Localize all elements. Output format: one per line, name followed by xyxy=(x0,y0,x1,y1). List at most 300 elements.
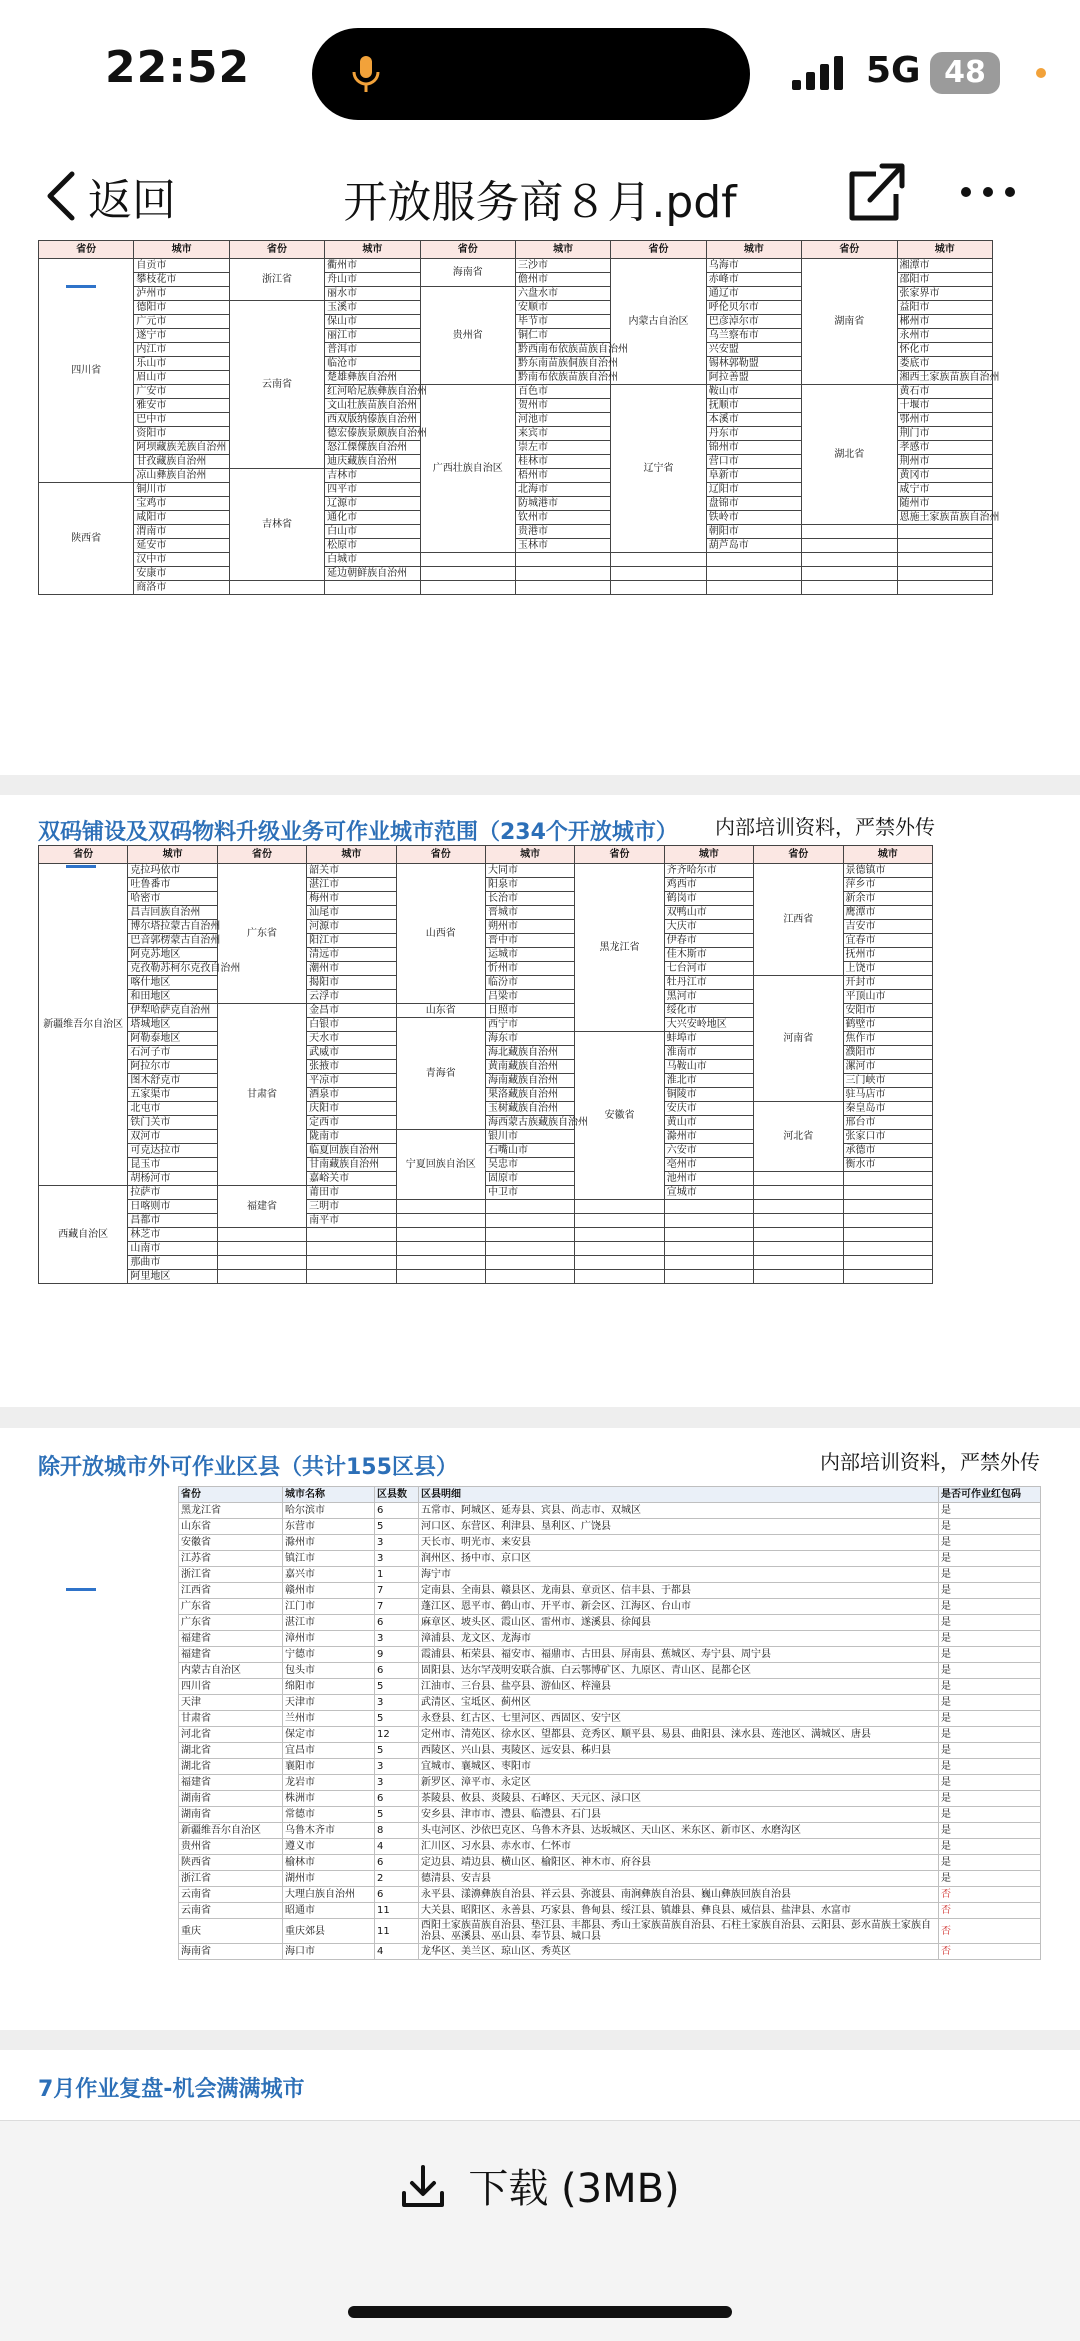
section-heading-3: 除开放城市外可作业区县（共计155区县） xyxy=(38,1455,458,1480)
city-cell: 长治市 xyxy=(485,892,574,906)
empty-cell xyxy=(706,553,801,567)
city-cell: 萍乡市 xyxy=(843,878,932,892)
city-cell: 重庆郊县 xyxy=(283,1919,375,1944)
city-cell: 宣城市 xyxy=(664,1186,753,1200)
province-cell: 云南省 xyxy=(179,1903,283,1919)
city-cell: 来宾市 xyxy=(515,427,610,441)
city-cell: 铜川市 xyxy=(134,483,229,497)
eligible-cell: 是 xyxy=(939,1503,1041,1519)
city-cell: 和田地区 xyxy=(128,990,217,1004)
empty-cell xyxy=(396,1242,485,1256)
city-cell: 儋州市 xyxy=(515,273,610,287)
download-icon xyxy=(400,2163,446,2209)
city-cell: 陇南市 xyxy=(307,1130,396,1144)
city-cell: 永州市 xyxy=(897,329,992,343)
city-cell: 襄阳市 xyxy=(283,1759,375,1775)
city-cell: 丹东市 xyxy=(706,427,801,441)
city-cell: 嘉峪关市 xyxy=(307,1172,396,1186)
city-cell: 甘南藏族自治州 xyxy=(307,1158,396,1172)
city-cell: 定西市 xyxy=(307,1116,396,1130)
empty-cell xyxy=(897,525,992,539)
city-cell: 渭南市 xyxy=(134,525,229,539)
download-label: 下载 (3MB) xyxy=(468,2166,680,2212)
city-cell: 玉溪市 xyxy=(325,301,420,315)
city-cell: 湛江市 xyxy=(307,878,396,892)
province-cell: 黑龙江省 xyxy=(575,864,664,1032)
table-header: 城市 xyxy=(664,846,753,864)
table-header: 城市 xyxy=(485,846,574,864)
count-cell: 1 xyxy=(375,1567,419,1583)
count-cell: 11 xyxy=(375,1903,419,1919)
province-cell: 新疆维吾尔自治区 xyxy=(179,1823,283,1839)
city-cell: 石河子市 xyxy=(128,1046,217,1060)
city-cell: 南平市 xyxy=(307,1214,396,1228)
download-bar xyxy=(0,2120,1080,2250)
city-cell: 抚顺市 xyxy=(706,399,801,413)
city-cell: 黄南藏族自治州 xyxy=(485,1060,574,1074)
table-row xyxy=(39,864,933,878)
city-cell: 衡水市 xyxy=(843,1158,932,1172)
province-cell: 甘肃省 xyxy=(179,1711,283,1727)
table-header: 省份 xyxy=(39,241,134,259)
count-cell: 4 xyxy=(375,1944,419,1960)
city-cell: 牡丹江市 xyxy=(664,976,753,990)
city-cell: 湖州市 xyxy=(283,1871,375,1887)
city-cell: 铜仁市 xyxy=(515,329,610,343)
count-cell: 7 xyxy=(375,1583,419,1599)
city-cell: 驻马店市 xyxy=(843,1088,932,1102)
empty-cell xyxy=(754,1214,843,1228)
city-cell: 鄂州市 xyxy=(897,413,992,427)
city-cell: 鹤岗市 xyxy=(664,892,753,906)
city-cell: 新余市 xyxy=(843,892,932,906)
empty-cell xyxy=(325,581,420,595)
city-cell: 七台河市 xyxy=(664,962,753,976)
city-cell: 绵阳市 xyxy=(283,1679,375,1695)
city-cell: 白城市 xyxy=(325,553,420,567)
city-cell: 双河市 xyxy=(128,1130,217,1144)
city-cell: 株洲市 xyxy=(283,1791,375,1807)
empty-cell xyxy=(396,1228,485,1242)
download-button[interactable] xyxy=(0,2157,1080,2214)
city-cell: 五家渠市 xyxy=(128,1088,217,1102)
city-cell: 黄冈市 xyxy=(897,469,992,483)
table-row xyxy=(179,1871,1041,1887)
pdf-viewer[interactable] xyxy=(0,240,1080,2120)
city-cell: 通辽市 xyxy=(706,287,801,301)
district-cell: 汇川区、习水县、赤水市、仁怀市 xyxy=(419,1839,939,1855)
city-cell: 阿拉尔市 xyxy=(128,1060,217,1074)
eligible-cell: 是 xyxy=(939,1839,1041,1855)
city-cell: 丽水市 xyxy=(325,287,420,301)
province-cell: 海南省 xyxy=(420,259,515,287)
empty-cell xyxy=(396,1270,485,1284)
city-cell: 常德市 xyxy=(283,1807,375,1823)
district-cell: 永平县、漾濞彝族自治县、祥云县、弥渡县、南涧彝族自治县、巍山彝族回族自治县 xyxy=(419,1887,939,1903)
province-cell: 贵州省 xyxy=(420,287,515,385)
count-cell: 5 xyxy=(375,1519,419,1535)
city-cell: 三明市 xyxy=(307,1200,396,1214)
count-cell: 2 xyxy=(375,1871,419,1887)
city-cell: 承德市 xyxy=(843,1144,932,1158)
empty-cell xyxy=(897,581,992,595)
city-cell: 遵义市 xyxy=(283,1839,375,1855)
eligible-cell: 是 xyxy=(939,1631,1041,1647)
province-cell: 云南省 xyxy=(179,1887,283,1903)
city-cell: 韶关市 xyxy=(307,864,396,878)
empty-cell xyxy=(754,1270,843,1284)
count-cell: 6 xyxy=(375,1503,419,1519)
table-header: 区县数 xyxy=(375,1487,419,1503)
empty-cell xyxy=(307,1242,396,1256)
empty-cell xyxy=(575,1242,664,1256)
city-cell: 德宏傣族景颇族自治州 xyxy=(325,427,420,441)
city-cell: 黔东南苗族侗族自治州 xyxy=(515,357,610,371)
district-cell: 酉阳土家族苗族自治县、垫江县、丰都县、秀山土家族苗族自治县、石柱土家族自治县、云阳县、彭水苗族土家族自治县、巫溪县、巫山县、奉节县、城口县 xyxy=(419,1919,939,1944)
city-cell: 邵阳市 xyxy=(897,273,992,287)
city-cell: 海北藏族自治州 xyxy=(485,1046,574,1060)
pdf-page-2 xyxy=(0,795,1080,1407)
share-icon[interactable] xyxy=(846,160,906,224)
eligible-cell: 是 xyxy=(939,1759,1041,1775)
city-cell: 焦作市 xyxy=(843,1032,932,1046)
table-row xyxy=(39,976,933,990)
city-cell: 嘉兴市 xyxy=(283,1567,375,1583)
city-cell: 固原市 xyxy=(485,1172,574,1186)
empty-cell xyxy=(307,1228,396,1242)
empty-cell xyxy=(515,581,610,595)
city-cell: 荆门市 xyxy=(897,427,992,441)
city-cell: 克拉玛依市 xyxy=(128,864,217,878)
city-cell: 可克达拉市 xyxy=(128,1144,217,1158)
city-cell: 阜新市 xyxy=(706,469,801,483)
city-cell: 铜陵市 xyxy=(664,1088,753,1102)
city-cell: 盘锦市 xyxy=(706,497,801,511)
table-row xyxy=(179,1679,1041,1695)
province-cell: 河南省 xyxy=(754,976,843,1102)
city-cell: 临汾市 xyxy=(485,976,574,990)
city-cell: 阳江市 xyxy=(307,934,396,948)
empty-cell xyxy=(611,567,706,581)
table-row xyxy=(39,1242,933,1256)
empty-cell xyxy=(485,1242,574,1256)
city-cell: 眉山市 xyxy=(134,371,229,385)
city-cell: 梅州市 xyxy=(307,892,396,906)
city-cell: 马鞍山市 xyxy=(664,1060,753,1074)
table-header: 省份 xyxy=(420,241,515,259)
province-cell: 湖南省 xyxy=(179,1791,283,1807)
empty-cell xyxy=(575,1256,664,1270)
eligible-cell: 是 xyxy=(939,1775,1041,1791)
empty-cell xyxy=(754,1228,843,1242)
empty-cell xyxy=(217,1256,306,1270)
city-cell: 白山市 xyxy=(325,525,420,539)
city-cell: 葫芦岛市 xyxy=(706,539,801,553)
city-cell: 庆阳市 xyxy=(307,1102,396,1116)
empty-cell xyxy=(843,1270,932,1284)
province-cell: 重庆 xyxy=(179,1919,283,1944)
table-row xyxy=(39,1214,933,1228)
city-cell: 晋中市 xyxy=(485,934,574,948)
city-cell: 银川市 xyxy=(485,1130,574,1144)
city-cell: 大同市 xyxy=(485,864,574,878)
city-cell: 邢台市 xyxy=(843,1116,932,1130)
city-cell: 怀化市 xyxy=(897,343,992,357)
city-cell: 蚌埠市 xyxy=(664,1032,753,1046)
document-title: 开放服务商８月.pdf xyxy=(343,177,737,228)
count-cell: 6 xyxy=(375,1887,419,1903)
city-cell: 铁门关市 xyxy=(128,1116,217,1130)
city-cell: 广安市 xyxy=(134,385,229,399)
table-header: 城市 xyxy=(307,846,396,864)
province-cell: 四川省 xyxy=(39,259,134,483)
table-row xyxy=(39,1228,933,1242)
province-cell: 广西壮族自治区 xyxy=(420,385,515,553)
table-header: 城市 xyxy=(134,241,229,259)
back-chevron-icon xyxy=(46,170,76,222)
city-cell: 孝感市 xyxy=(897,441,992,455)
city-cell: 平凉市 xyxy=(307,1074,396,1088)
city-cell: 广元市 xyxy=(134,315,229,329)
count-cell: 9 xyxy=(375,1647,419,1663)
table-row xyxy=(39,259,993,273)
table-row xyxy=(179,1791,1041,1807)
back-button[interactable] xyxy=(46,166,176,226)
city-cell: 吉安市 xyxy=(843,920,932,934)
city-cell: 海口市 xyxy=(283,1944,375,1960)
eligible-cell: 是 xyxy=(939,1519,1041,1535)
table-header: 城市 xyxy=(325,241,420,259)
count-cell: 5 xyxy=(375,1807,419,1823)
empty-cell xyxy=(843,1242,932,1256)
district-cell: 定边县、靖边县、横山区、榆阳区、神木市、府谷县 xyxy=(419,1855,939,1871)
district-cell: 麻章区、坡头区、霞山区、雷州市、遂溪县、徐闻县 xyxy=(419,1615,939,1631)
province-cell: 安徽省 xyxy=(575,1032,664,1200)
city-cell: 西双版纳傣族自治州 xyxy=(325,413,420,427)
table-row xyxy=(179,1647,1041,1663)
city-cell: 双鸭山市 xyxy=(664,906,753,920)
province-cell: 山西省 xyxy=(396,864,485,1004)
city-cell: 河源市 xyxy=(307,920,396,934)
city-cell: 黔南布依族苗族自治州 xyxy=(515,371,610,385)
section-heading-4: 7月作业复盘-机会满满城市 xyxy=(38,2077,305,2102)
city-cell: 拉萨市 xyxy=(128,1186,217,1200)
city-table-1 xyxy=(38,240,1000,595)
eligible-cell: 是 xyxy=(939,1695,1041,1711)
city-cell: 大庆市 xyxy=(664,920,753,934)
empty-cell xyxy=(420,567,515,581)
city-cell: 林芝市 xyxy=(128,1228,217,1242)
empty-cell xyxy=(307,1256,396,1270)
empty-cell xyxy=(485,1228,574,1242)
province-cell: 内蒙古自治区 xyxy=(179,1663,283,1679)
city-cell: 延安市 xyxy=(134,539,229,553)
empty-cell xyxy=(515,553,610,567)
empty-cell xyxy=(485,1200,574,1214)
city-cell: 随州市 xyxy=(897,497,992,511)
city-cell: 三沙市 xyxy=(515,259,610,273)
confidential-note-2: 内部培训资料，严禁外传 xyxy=(715,815,935,839)
city-cell: 晋城市 xyxy=(485,906,574,920)
province-cell: 四川省 xyxy=(179,1679,283,1695)
city-cell: 吕梁市 xyxy=(485,990,574,1004)
eligible-cell: 否 xyxy=(939,1887,1041,1903)
city-cell: 滁州市 xyxy=(664,1130,753,1144)
empty-cell xyxy=(802,567,897,581)
count-cell: 4 xyxy=(375,1839,419,1855)
empty-cell xyxy=(664,1270,753,1284)
city-cell: 阿坝藏族羌族自治州 xyxy=(134,441,229,455)
city-cell: 玉林市 xyxy=(515,539,610,553)
city-cell: 镇江市 xyxy=(283,1551,375,1567)
empty-cell xyxy=(575,1228,664,1242)
table-row xyxy=(39,1200,933,1214)
city-cell: 阿拉善盟 xyxy=(706,371,801,385)
home-indicator[interactable] xyxy=(348,2306,732,2318)
city-cell: 丽江市 xyxy=(325,329,420,343)
district-cell: 安乡县、津市市、澧县、临澧县、石门县 xyxy=(419,1807,939,1823)
city-cell: 文山壮族苗族自治州 xyxy=(325,399,420,413)
province-cell: 福建省 xyxy=(179,1647,283,1663)
city-cell: 吉林市 xyxy=(325,469,420,483)
city-cell: 临沧市 xyxy=(325,357,420,371)
table-row xyxy=(179,1583,1041,1599)
city-cell: 赤峰市 xyxy=(706,273,801,287)
table-row xyxy=(179,1944,1041,1960)
city-cell: 三门峡市 xyxy=(843,1074,932,1088)
count-cell: 3 xyxy=(375,1631,419,1647)
empty-cell xyxy=(420,581,515,595)
district-cell: 武清区、宝坻区、蓟州区 xyxy=(419,1695,939,1711)
district-cell: 永登县、红古区、七里河区、西固区、安宁区 xyxy=(419,1711,939,1727)
city-cell: 漯河市 xyxy=(843,1060,932,1074)
province-cell: 山东省 xyxy=(179,1519,283,1535)
count-cell: 7 xyxy=(375,1599,419,1615)
empty-cell xyxy=(664,1200,753,1214)
district-cell: 西陵区、兴山县、夷陵区、远安县、秭归县 xyxy=(419,1743,939,1759)
empty-cell xyxy=(897,553,992,567)
city-cell: 酒泉市 xyxy=(307,1088,396,1102)
city-cell: 淮南市 xyxy=(664,1046,753,1060)
district-cell: 定州市、清苑区、徐水区、望都县、竞秀区、顺平县、易县、曲阳县、涞水县、莲池区、满城区、唐县 xyxy=(419,1727,939,1743)
province-cell: 陕西省 xyxy=(179,1855,283,1871)
table-header: 省份 xyxy=(575,846,664,864)
city-cell: 日照市 xyxy=(485,1004,574,1018)
table-header: 城市 xyxy=(843,846,932,864)
empty-cell xyxy=(754,1256,843,1270)
city-cell: 十堰市 xyxy=(897,399,992,413)
province-cell: 甘肃省 xyxy=(217,1004,306,1186)
province-cell: 湖北省 xyxy=(802,385,897,525)
dynamic-island xyxy=(312,28,750,120)
table-row xyxy=(179,1615,1041,1631)
city-cell: 保山市 xyxy=(325,315,420,329)
city-cell: 锡林郭勒盟 xyxy=(706,357,801,371)
city-cell: 益阳市 xyxy=(897,301,992,315)
city-cell: 鞍山市 xyxy=(706,385,801,399)
empty-cell xyxy=(706,581,801,595)
empty-cell xyxy=(307,1270,396,1284)
province-cell: 新疆维吾尔自治区 xyxy=(39,864,128,1186)
city-cell: 清远市 xyxy=(307,948,396,962)
city-cell: 辽源市 xyxy=(325,497,420,511)
bottom-background xyxy=(0,2250,1080,2341)
city-cell: 本溪市 xyxy=(706,413,801,427)
city-cell: 娄底市 xyxy=(897,357,992,371)
city-cell: 荆州市 xyxy=(897,455,992,469)
table-row xyxy=(179,1663,1041,1679)
pdf-page-1 xyxy=(0,240,1080,775)
table-row xyxy=(179,1631,1041,1647)
city-cell: 喀什地区 xyxy=(128,976,217,990)
empty-cell xyxy=(664,1242,753,1256)
district-cell: 宜城市、襄城区、枣阳市 xyxy=(419,1759,939,1775)
district-cell: 龙华区、美兰区、琼山区、秀英区 xyxy=(419,1944,939,1960)
empty-cell xyxy=(575,1200,664,1214)
city-cell: 鹤壁市 xyxy=(843,1018,932,1032)
city-cell: 安庆市 xyxy=(664,1102,753,1116)
province-cell: 黑龙江省 xyxy=(179,1503,283,1519)
city-cell: 抚州市 xyxy=(843,948,932,962)
city-cell: 内江市 xyxy=(134,343,229,357)
province-cell: 海南省 xyxy=(179,1944,283,1960)
empty-cell xyxy=(843,1256,932,1270)
city-cell: 湘潭市 xyxy=(897,259,992,273)
city-cell: 河池市 xyxy=(515,413,610,427)
eligible-cell: 是 xyxy=(939,1551,1041,1567)
count-cell: 5 xyxy=(375,1743,419,1759)
count-cell: 3 xyxy=(375,1551,419,1567)
province-cell: 辽宁省 xyxy=(611,385,706,553)
eligible-cell: 是 xyxy=(939,1583,1041,1599)
district-cell: 茶陵县、攸县、炎陵县、石峰区、天元区、渌口区 xyxy=(419,1791,939,1807)
city-cell: 黔西南布依族苗族自治州 xyxy=(515,343,610,357)
province-cell: 广东省 xyxy=(179,1599,283,1615)
city-cell: 阿勒泰地区 xyxy=(128,1032,217,1046)
city-cell: 泸州市 xyxy=(134,287,229,301)
table-header: 省份 xyxy=(754,846,843,864)
city-cell: 石嘴山市 xyxy=(485,1144,574,1158)
district-cell: 固阳县、达尔罕茂明安联合旗、白云鄂博矿区、九原区、青山区、昆都仑区 xyxy=(419,1663,939,1679)
eligible-cell: 是 xyxy=(939,1711,1041,1727)
province-cell: 湖北省 xyxy=(179,1743,283,1759)
city-cell: 乌海市 xyxy=(706,259,801,273)
empty-cell xyxy=(802,553,897,567)
eligible-cell: 否 xyxy=(939,1944,1041,1960)
city-cell: 德阳市 xyxy=(134,301,229,315)
empty-cell xyxy=(843,1200,932,1214)
table-row xyxy=(39,385,993,399)
city-cell: 果洛藏族自治州 xyxy=(485,1088,574,1102)
city-cell: 大理白族自治州 xyxy=(283,1887,375,1903)
city-cell: 湛江市 xyxy=(283,1615,375,1631)
empty-cell xyxy=(420,553,515,567)
count-cell: 6 xyxy=(375,1615,419,1631)
district-cell: 海宁市 xyxy=(419,1567,939,1583)
city-cell: 遂宁市 xyxy=(134,329,229,343)
city-cell: 安康市 xyxy=(134,567,229,581)
province-cell: 湖南省 xyxy=(179,1807,283,1823)
city-cell: 乌兰察布市 xyxy=(706,329,801,343)
more-icon[interactable] xyxy=(958,174,1018,210)
city-cell: 绥化市 xyxy=(664,1004,753,1018)
district-cell: 江油市、三台县、盐亭县、游仙区、梓潼县 xyxy=(419,1679,939,1695)
count-cell: 5 xyxy=(375,1711,419,1727)
city-cell: 阿里地区 xyxy=(128,1270,217,1284)
city-cell: 锦州市 xyxy=(706,441,801,455)
empty-cell xyxy=(802,539,897,553)
city-cell: 天水市 xyxy=(307,1032,396,1046)
